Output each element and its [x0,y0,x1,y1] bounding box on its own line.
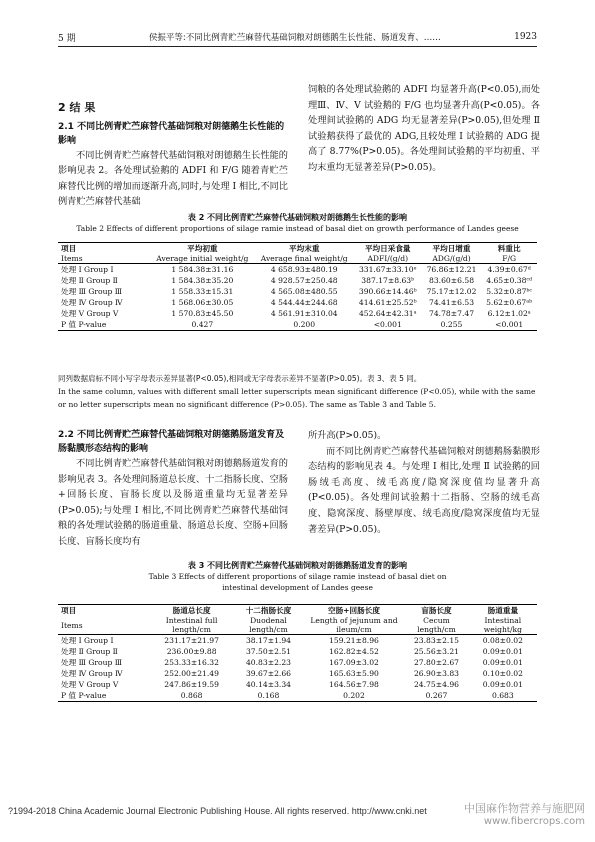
table-cell: 0.168 [233,690,303,702]
table2-note-cn: 同列数据肩标不同小写字母表示差异显著(P<0.05),相同或无字母表示差异不显著(P>0.05)。表 3、表 5 同。 [58,374,422,383]
table-row [58,308,537,319]
table-cell: P 值 P-value [58,690,150,702]
watermark-cn: 中国麻作物营养与施肥网 [464,802,585,815]
table-cell: 1 558.33±15.31 [171,287,234,296]
table3-caption [58,560,537,593]
table-cell: P 值 P-value [58,319,150,331]
table-cell: 74.78±7.47 [429,309,475,318]
subsection-2-2-paragraph-2: 而不同比例青贮苎麻替代基础饲粮对朗德鹅肠黏膜形态结构的影响见表 4。与处理 Ⅰ 相比,处理 Ⅱ 试验鹅的回肠绒毛高度、绒毛高度/隐窝深度值均显著升高(P<0.05)。各处理间试验鹅十二指肠、空肠的绒毛高度、隐窝深度、肠壁厚度、绒毛高度/隐窝深度值均无显著差异(P>0.05)。 [308,445,540,535]
table-cell: 处理 Ⅱ Group Ⅱ [61,276,118,285]
table-cell: 76.86±12.21 [426,265,477,274]
table-cell: 37.50±2.51 [245,647,291,656]
table-cell: 0.683 [469,690,537,702]
subsection-2-1-title: 2.1 不同比例青贮苎麻替代基础饲粮对朗德鹅生长性能的影响 [58,121,285,146]
section-title-results: 2 结 果 [58,101,96,114]
table3-header-en: Length of jejunum and ileum/cm [304,616,405,635]
table-cell: 23.83±2.15 [413,636,459,645]
table-row [58,668,537,679]
table-cell: 处理 Ⅳ Group Ⅳ [61,298,123,307]
table2-caption-en: Table 2 Effects of different proportions of silage ramie instead of basal diet on growth performance of Landes geese [76,224,519,233]
table-cell: 236.00±9.88 [166,647,217,656]
table3-header-cell: 肠道总长度 [150,605,233,617]
table-cell: 0.427 [150,319,255,331]
table-cell: 0.267 [404,690,468,702]
table-cell: 0.255 [422,319,482,331]
table3-header-en: Items [58,616,150,635]
table2-header-en: F/G [481,254,537,264]
table2-header-cell: 平均日采食量 [354,243,422,255]
table-row [58,635,537,647]
subsection-2-2-continuation: 所升高(P>0.05)。 [308,430,387,441]
subsection-2-1-paragraph: 不同比例青贮苎麻替代基础饲粮对朗德鹅生长性能的影响见表 2。各处理试验鹅的 ADFI 和 F/G 随着青贮苎麻替代比例的增加而逐渐升高,同时,与处理 Ⅰ 相比,不同比例青贮苎麻替代基础 [58,149,288,208]
table-cell: 25.56±3.21 [413,647,459,656]
table-cell: 38.17±1.94 [245,636,291,645]
table-row [58,657,537,668]
table-cell: 252.00±21.49 [164,669,219,678]
table-cell: 处理 Ⅰ Group Ⅰ [61,636,114,645]
table-cell: 27.80±2.67 [413,658,459,667]
table-row [58,690,537,702]
table-cell: 1 568.06±30.05 [171,298,234,307]
table-cell: 0.08±0.02 [482,636,523,645]
table-cell: 167.09±3.02 [329,658,379,667]
table-cell: 74.41±6.53 [429,298,475,307]
table-cell: 处理 Ⅰ Group Ⅰ [61,265,114,274]
table-cell: 414.61±25.52ᵇ [358,298,417,307]
table2-header-cell: 平均末重 [255,243,354,255]
table3-header-en: Intestinal weight/kg [469,616,537,635]
subsection-2-2-title: 2.2 不同比例青贮苎麻替代基础饲粮对朗德鹅肠道发育及肠黏膜形态结构的影响 [58,430,285,454]
right-column-top [308,82,540,176]
left-column-bottom [58,428,288,550]
table-cell: 处理 Ⅴ Group Ⅴ [61,680,119,689]
table-row [58,286,537,297]
table-row [58,297,537,308]
table-cell: 253.33±16.32 [164,658,219,667]
table-row [58,646,537,657]
table-cell: <0.001 [354,319,422,331]
table-cell: 处理 Ⅳ Group Ⅳ [61,669,123,678]
table2-footnote [58,372,537,411]
table2-caption [58,212,537,234]
table2-header-en: ADG/(g/d) [422,254,482,264]
table2-header-en: Average final weight/g [255,254,354,264]
table2-header-cell: 料重比 [481,243,537,255]
table-cell: 40.83±2.23 [245,658,291,667]
table-cell: 0.09±0.01 [482,658,523,667]
table2-header-en: Average initial weight/g [150,254,255,264]
table-cell: 164.56±7.98 [329,680,379,689]
table-cell: 231.17±21.97 [164,636,219,645]
table-cell: 0.10±0.02 [482,669,523,678]
table-cell: 159.21±8.96 [329,636,379,645]
table-cell: 4 928.57±250.48 [270,276,338,285]
table-cell: 4 565.08±480.55 [270,287,338,296]
table-row [58,319,537,331]
table-cell: 247.86±19.59 [164,680,219,689]
table-cell: 331.67±33.10ᵉ [358,265,417,274]
table-cell: 1 570.83±45.50 [171,309,234,318]
table3-header-cell: 空肠+回肠长度 [304,605,405,617]
watermark [464,800,585,827]
table3-caption-en-line1: Table 3 Effects of different proportions of silage ramie instead of basal diet on [148,572,447,581]
table2-header-en: Items [58,254,150,264]
right-column-bottom [308,428,540,537]
table-cell: 1 584.38±31.16 [171,265,234,274]
table-cell: 75.17±12.02 [426,287,477,296]
table3-header-cell: 肠道重量 [469,605,537,617]
table-cell: 处理 Ⅱ Group Ⅱ [61,647,118,656]
table-cell: 5.62±0.67ᵃᵇ [486,298,533,307]
table-cell: 4 561.91±310.04 [270,309,338,318]
table2-header-cell: 项目 [58,243,150,255]
table-row [58,679,537,690]
watermark-en: www.fibercrops.com [483,816,585,827]
table3-header-cell: 十二指肠长度 [233,605,303,617]
table2-note-en: In the same column, values with different small letter superscripts mean significant difference (P<0.05), while with the same or no letter superscripts mean no significant difference (P>0.05). The same as Table 3 and Table 5. [58,387,536,409]
running-title: 侯振平等:不同比例青贮苎麻替代基础饲粮对朗德鹅生长性能、肠道发育、…… [148,33,441,43]
table-cell: 4.39±0.67ᵈ [487,265,531,274]
table-cell: 4 544.44±244.68 [270,298,338,307]
table-cell: 0.200 [255,319,354,331]
table3-header-cell: 项目 [58,605,150,617]
table2-header-cell: 平均日增重 [422,243,482,255]
table-cell: 26.90±3.83 [413,669,459,678]
running-header [58,30,537,44]
table-cell: 4.65±0.38ᶜᵈ [486,276,533,285]
left-column-top [58,100,288,210]
issue-number: 5 期 [58,33,76,44]
table-cell: 165.63±5.90 [329,669,379,678]
table3-caption-en-line2: intestinal development of Landes geese [222,583,373,592]
table-cell: 387.17±8.63ᵇ [361,276,415,285]
subsection-2-1-continuation: 饲粮的各处理试验鹅的 ADFI 均显著升高(P<0.05),而处理Ⅲ、Ⅳ、Ⅴ 试验鹅的 F/G 也均显著升高(P<0.05)。各处理间试验鹅的 ADG 均无显著差异(P>0.05),但处理 Ⅱ 试验鹅获得了最优的 ADG,且较处理 Ⅰ 试验鹅的 ADG 提高了 8.77%(P>0.05)。各处理间试验鹅的平均初重、平均末重均无显著差异(P>0.05)。 [308,84,540,173]
table3-caption-cn: 表 3 不同比例青贮苎麻替代基础饲粮对朗德鹅肠道发育的影响 [187,561,408,570]
table2-caption-cn: 表 2 不同比例青贮苎麻替代基础饲粮对朗德鹅生长性能的影响 [187,213,408,222]
table3-header-en: Intestinal full length/cm [150,616,233,635]
table-cell: 处理 Ⅴ Group Ⅴ [61,309,119,318]
table-cell: 0.202 [304,690,405,702]
table-cell: 5.32±0.87ᵇᶜ [486,287,533,296]
table-cell: 39.67±2.66 [245,669,291,678]
table-cell: 4 658.93±480.19 [270,265,338,274]
table3-header-en: Duodenal length/cm [233,616,303,635]
table-cell: 6.12±1.02ᵃ [487,309,531,318]
table-row [58,275,537,286]
table3-header-cell: 盲肠长度 [404,605,468,617]
table3-intestinal-development [58,604,537,702]
table2-growth-performance [58,242,537,331]
table-cell: 0.09±0.01 [482,680,523,689]
table-cell: 24.75±4.96 [413,680,459,689]
table3-header-en: Cecum length/cm [404,616,468,635]
table-cell: 0.09±0.01 [482,647,523,656]
subsection-2-2-paragraph: 不同比例青贮苎麻替代基础饲粮对朗德鹅肠道发育的影响见表 3。各处理间肠道总长度、十二指肠长度、空肠+回肠长度、盲肠长度以及肠道重量均无显著差异(P>0.05);与处理 Ⅰ 相比,不同比例青贮苎麻替代基础饲粮的各处理试验鹅的肠道重量、肠道总长度、空肠+回肠长度、盲肠长度均有 [58,458,288,547]
table-cell: 83.60±6.58 [429,276,475,285]
table2-header-en: ADFI/(g/d) [354,254,422,264]
copyright-footer: ?1994-2018 China Academic Journal Electronic Publishing House. All rights reserved. http://www.cnki.net [8,806,427,816]
table-cell: 处理 Ⅲ Group Ⅲ [61,658,123,667]
table-cell: 162.82±4.52 [329,647,379,656]
table-cell: 1 584.38±35.20 [171,276,234,285]
table-cell: 40.14±3.34 [245,680,291,689]
page-number: 1923 [514,32,537,42]
table-cell: 390.66±14.46ᵇ [358,287,417,296]
table-cell: 452.64±42.31ᵃ [358,309,417,318]
table-cell: <0.001 [481,319,537,331]
table2-header-cell: 平均初重 [150,243,255,255]
table-cell: 0.868 [150,690,233,702]
table-cell: 处理 Ⅲ Group Ⅲ [61,287,123,296]
table-row [58,264,537,276]
header-rule [58,46,537,47]
